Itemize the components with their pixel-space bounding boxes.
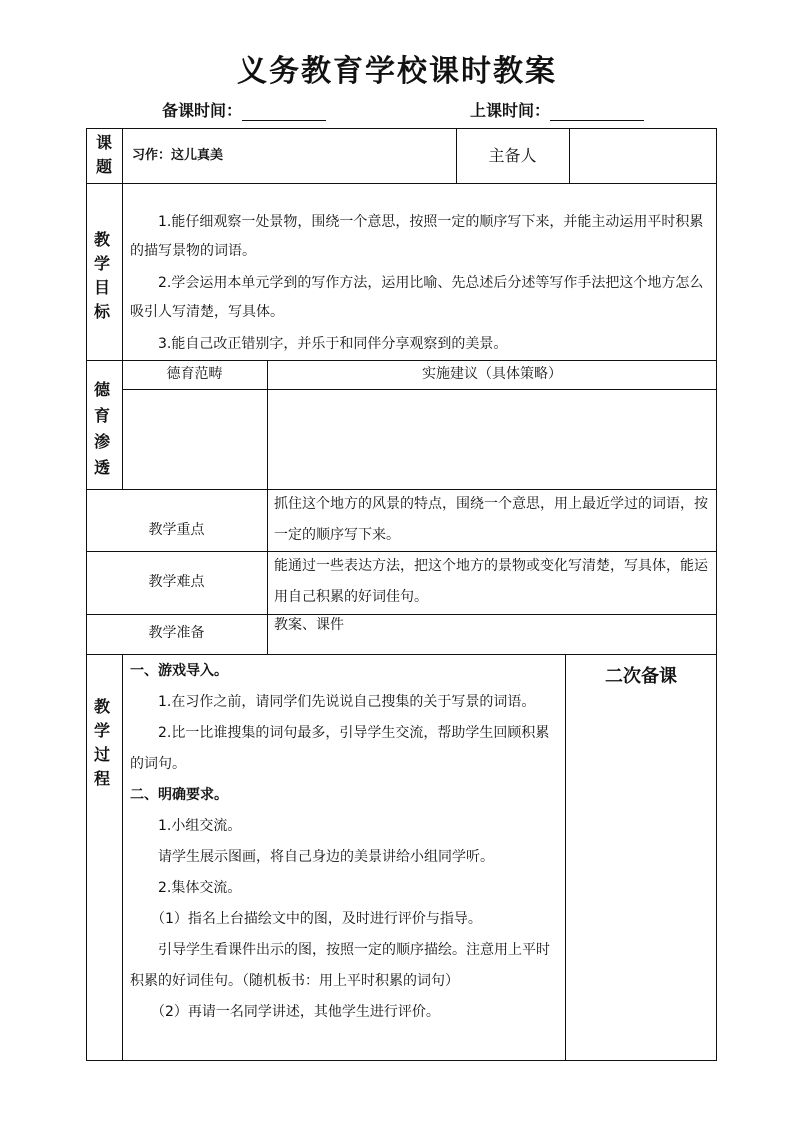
prep-time-blank[interactable]	[242, 102, 326, 121]
class-time-field	[470, 98, 644, 121]
key-points-value: 抓住这个地方的风景的特点，围绕一个意思，用上最近学过的词语，按一定的顺序写下来。	[274, 496, 708, 543]
col-divider	[565, 654, 566, 1061]
objective-item: 3.能自己改正错别字，并乐于和同伴分享观察到的美景。	[158, 336, 508, 352]
process-paragraph: 引导学生看课件出示的图，按照一定的顺序描绘。注意用上平时积累的好词佳句。（随机板书：用上平时积累的词句）	[130, 942, 550, 989]
col-divider	[122, 654, 123, 1061]
key-points-label: 教学重点	[148, 522, 205, 538]
second-prep-label: 二次备课	[605, 666, 677, 687]
objectives-content	[130, 208, 710, 359]
process-paragraph: （2）再请一名同学讲述，其他学生进行评价。	[151, 1004, 440, 1020]
preparer-label: 主备人	[488, 146, 537, 165]
process-paragraph: 2.比一比谁搜集的词句最多，引导学生交流，帮助学生回顾积累的词句。	[130, 725, 550, 772]
row-divider	[122, 389, 717, 390]
process-paragraph: 请学生展示图画，将自己身边的美景讲给小组同学听。	[158, 849, 494, 865]
topic-label: 课题	[95, 133, 112, 176]
topic-value: 习作：这儿真美	[132, 148, 224, 163]
row-divider	[86, 183, 717, 184]
preparation-value: 教案、课件	[274, 617, 344, 633]
process-paragraph: 2.集体交流。	[158, 880, 242, 896]
objectives-label: 教学目标	[93, 230, 110, 321]
process-paragraph: 1.小组交流。	[158, 818, 242, 834]
process-paragraph: （1）指名上台描绘文中的图，及时进行评价与指导。	[151, 911, 482, 927]
moral-strategy-header: 实施建议（具体策略）	[422, 366, 562, 382]
col-divider	[569, 128, 570, 183]
section-heading: 二、明确要求。	[130, 787, 228, 803]
process-label: 教学过程	[93, 697, 110, 788]
document-title: 义务教育学校课时教案	[237, 54, 557, 89]
process-content	[130, 656, 558, 1028]
prep-time-label: 备课时间：	[162, 101, 243, 120]
col-divider	[267, 360, 268, 654]
col-divider	[122, 128, 123, 183]
section-heading: 一、游戏导入。	[130, 663, 228, 679]
objective-item: 2.学会运用本单元学到的写作方法，运用比喻、先总述后分述等写作手法把这个地方怎么吸引人写清楚，写具体。	[130, 275, 704, 320]
moral-category-header: 德育范畴	[166, 366, 223, 382]
class-time-label: 上课时间：	[470, 101, 551, 120]
process-paragraph: 1.在习作之前，请同学们先说说自己搜集的关于写景的词语。	[158, 694, 536, 710]
objective-item: 1.能仔细观察一处景物，围绕一个意思，按照一定的顺序写下来，并能主动运用平时积累的描写景物的词语。	[130, 214, 704, 259]
col-divider	[122, 183, 123, 489]
class-time-blank[interactable]	[550, 102, 644, 121]
moral-label: 德育渗透	[93, 380, 110, 477]
prep-time-field	[162, 98, 326, 121]
row-divider	[86, 654, 717, 655]
difficulties-label: 教学难点	[148, 574, 205, 590]
difficulties-value: 能通过一些表达方法，把这个地方的景物或变化写清楚，写具体，能运用自己积累的好词佳句。	[274, 558, 708, 605]
row-divider	[86, 614, 717, 615]
preparation-label: 教学准备	[148, 625, 205, 641]
